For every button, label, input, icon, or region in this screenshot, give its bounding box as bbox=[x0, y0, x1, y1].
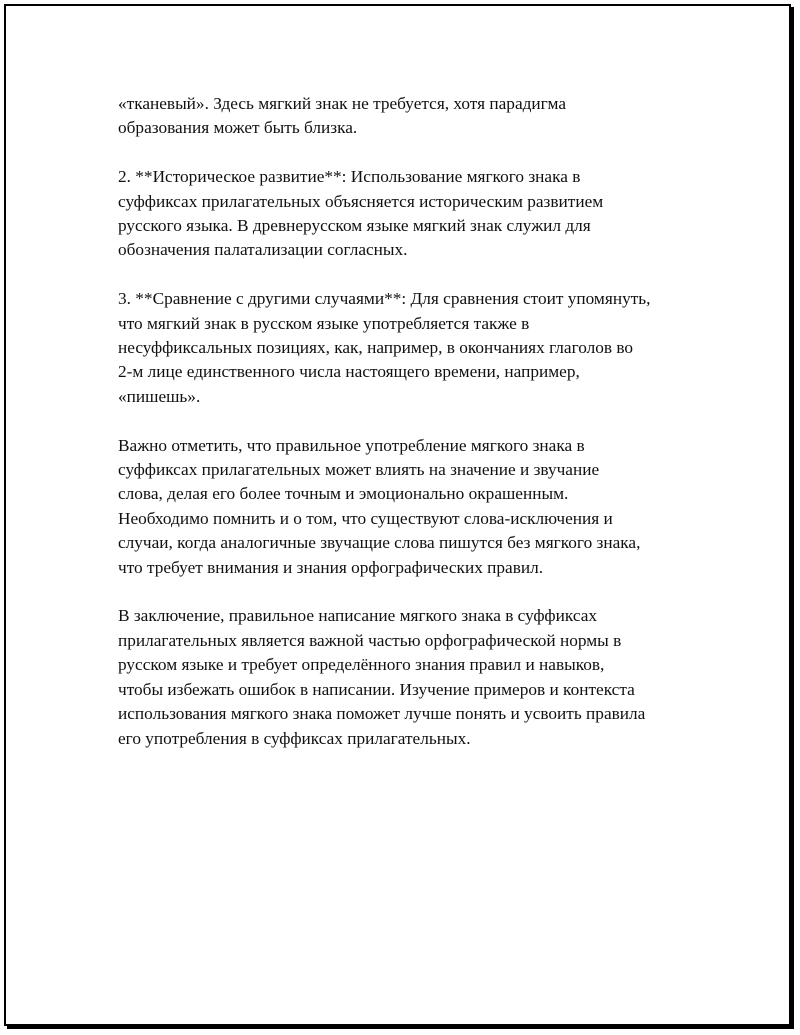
text-line: слова, делая его более точным и эмоционально окрашенным. bbox=[118, 484, 569, 504]
text-line: что требует внимания и знания орфографических правил. bbox=[118, 557, 544, 577]
text-line: «пишешь». bbox=[118, 386, 201, 406]
paragraph-example-continuation bbox=[118, 92, 693, 141]
text-line: суффиксах прилагательных может влиять на значение и звучание bbox=[118, 460, 600, 480]
text-line: 3. **Сравнение с другими случаями**: Для сравнения стоит упомянуть, bbox=[118, 289, 651, 309]
paragraph-historical-development bbox=[118, 165, 693, 263]
paragraph-comparison bbox=[118, 287, 693, 409]
text-line: суффиксах прилагательных объясняется историческим развитием bbox=[118, 191, 604, 211]
text-line: «тканевый». Здесь мягкий знак не требуется, хотя парадигма bbox=[118, 94, 567, 113]
text-line: Важно отметить, что правильное употребление мягкого знака в bbox=[118, 435, 585, 455]
paragraph-conclusion bbox=[118, 604, 693, 750]
text-line: обозначения палатализации согласных. bbox=[118, 240, 408, 260]
paragraph-importance bbox=[118, 434, 693, 580]
text-line: 2. **Историческое развитие**: Использование мягкого знака в bbox=[118, 167, 581, 187]
text-line: 2-м лице единственного числа настоящего времени, например, bbox=[118, 362, 580, 382]
text-line: использования мягкого знака поможет лучше понять и усвоить правила bbox=[118, 704, 646, 724]
text-line: несуффиксальных позициях, как, например, в окончаниях глаголов во bbox=[118, 338, 634, 358]
text-line: В заключение, правильное написание мягкого знака в суффиксах bbox=[118, 606, 598, 626]
text-line: прилагательных является важной частью орфографической нормы в bbox=[118, 630, 622, 650]
text-line: русского языка. В древнерусском языке мягкий знак служил для bbox=[118, 216, 591, 236]
text-line: Необходимо помнить и о том, что существуют слова-исключения и bbox=[118, 508, 613, 528]
text-line: чтобы избежать ошибок в написании. Изучение примеров и контекста bbox=[118, 679, 635, 699]
text-line: образования может быть близка. bbox=[118, 118, 358, 138]
text-line: случаи, когда аналогичные звучащие слова пишутся без мягкого знака, bbox=[118, 533, 641, 553]
document-body bbox=[118, 92, 693, 775]
text-line: его употребления в суффиксах прилагательных. bbox=[118, 728, 471, 748]
text-line: что мягкий знак в русском языке употребляется также в bbox=[118, 313, 530, 333]
text-line: русском языке и требует определённого знания правил и навыков, bbox=[118, 655, 605, 675]
